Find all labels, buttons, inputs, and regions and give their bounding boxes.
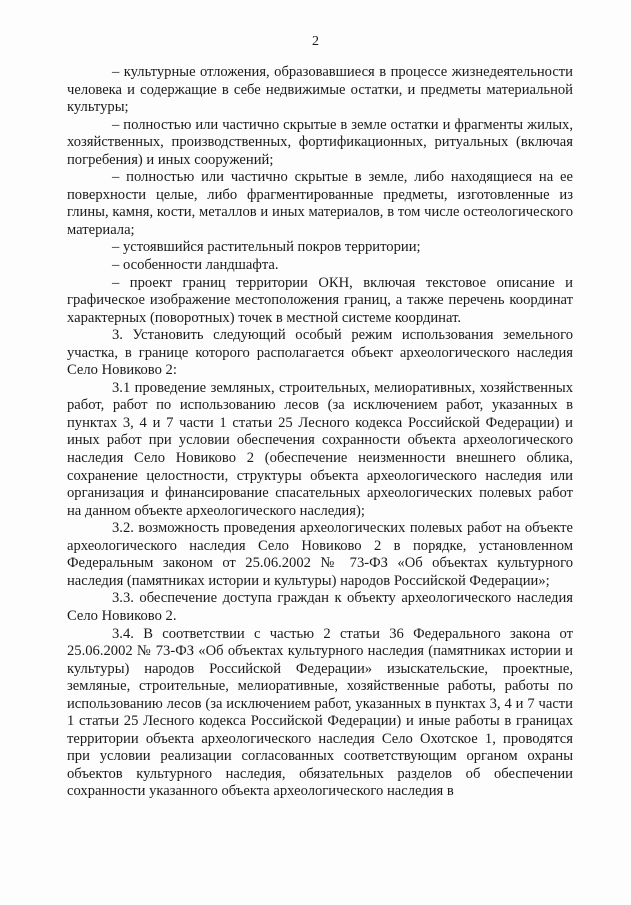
paragraph: – культурные отложения, образовавшиеся в процессе жизнедеятельности человека и содержащие в себе недвижимые остатки, и предметы материальной культуры; <box>67 64 573 116</box>
paragraph: 3. Установить следующий особый режим использования земельного участка, в границе которого располагается объект археологического наследия Село Новиково 2: <box>67 327 573 379</box>
paragraph: – проект границ территории ОКН, включая текстовое описание и графическое изображение местоположения границ, а также перечень координат характерных (поворотных) точек в местной системе координат. <box>67 274 573 326</box>
paragraph: – особенности ландшафта. <box>112 257 279 274</box>
paragraph: 3.3. обеспечение доступа граждан к объекту археологического наследия Село Новиково 2. <box>67 590 573 624</box>
paragraph: – устоявшийся растительный покров территории; <box>112 239 421 256</box>
paragraph: – полностью или частично скрытые в земле остатки и фрагменты жилых, хозяйственных, производственных, фортификационных, ритуальных (включая погребения) и иных сооружений; <box>67 116 573 168</box>
paragraph: 3.2. возможность проведения археологических полевых работ на объекте археологического наследия Село Новиково 2 в порядке, установленном Федеральным законом от 25.06.2002 № 73-ФЗ «Об объектах культурного наследия (памятниках истории и культуры) народов Российской Федерации»; <box>67 520 573 589</box>
paragraph: – полностью или частично скрытые в земле, либо находящиеся на ее поверхности целые, либо фрагментированные предметы, изготовленные из глины, камня, кости, металлов и иных материалов, в том числе остеологического материала; <box>67 169 573 238</box>
paragraph: 3.1 проведение земляных, строительных, мелиоративных, хозяйственных работ, работ по использованию лесов (за исключением работ, указанных в пунктах 3, 4 и 7 части 1 статьи 25 Лесного кодекса Российской Федерации) и иных работ при условии обеспечения сохранности объекта археологического наследия Село Новиково 2 (обеспечение неизменности внешнего облика, сохранение целостности, структуры объекта археологического наследия или организация и финансирование спасательных археологических полевых работ на данном объекте археологического наследия); <box>67 379 573 519</box>
document-body <box>67 64 573 801</box>
page-number: 2 <box>312 34 319 49</box>
paragraph: 3.4. В соответствии с частью 2 статьи 36 Федерального закона от 25.06.2002 № 73-ФЗ «Об объектах культурного наследия (памятниках истории и культуры) народов Российской Федерации» изыскательские, проектные, земляные, строительные, мелиоративные, хозяйственные работы, работы по использованию лесов (за исключением работ, указанных в пунктах 3, 4 и 7 части 1 статьи 25 Лесного кодекса Российской Федерации) и иные работы в границах территории объекта археологического наследия Село Охотское 1, проводятся при условии реализации согласованных соответствующим органом охраны объектов культурного наследия, обязательных разделов об обеспечении сохранности указанного объекта археологического наследия в <box>67 625 573 800</box>
